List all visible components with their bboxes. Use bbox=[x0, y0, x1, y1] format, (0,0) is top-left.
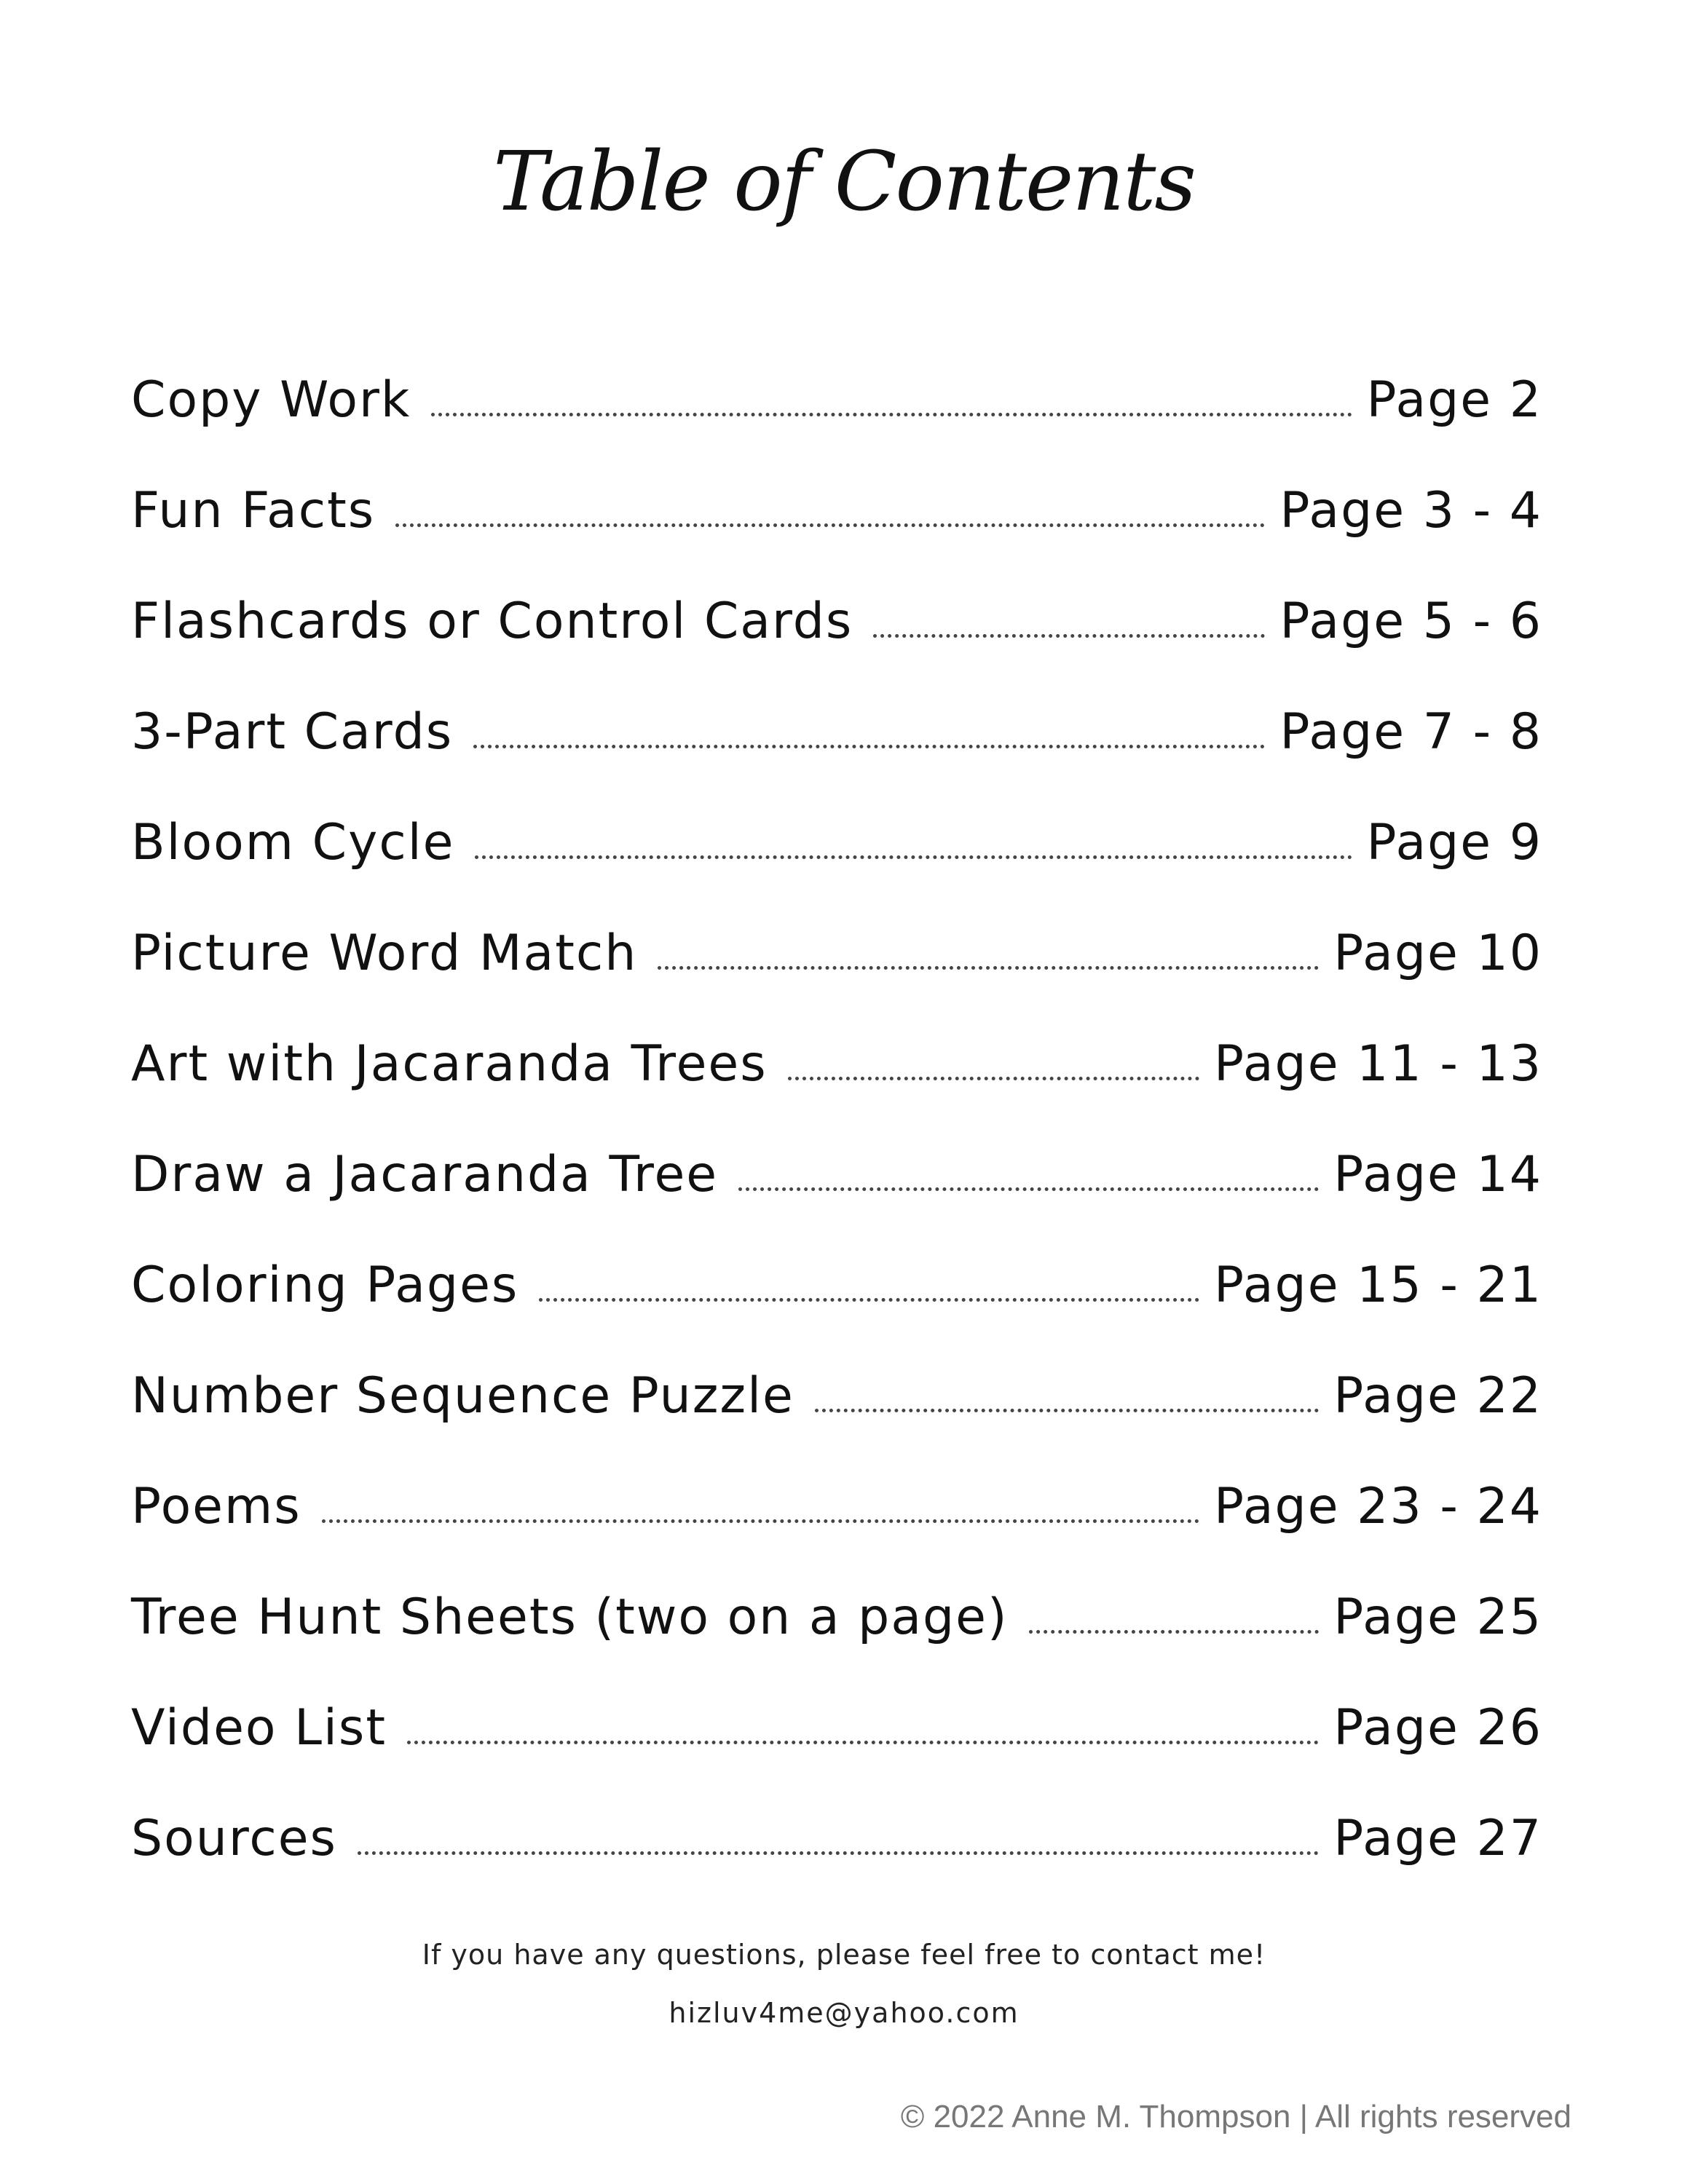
toc-entry-label: Coloring Pages bbox=[131, 1257, 519, 1314]
dot-leader bbox=[431, 413, 1352, 416]
toc-entry-page: Page 25 bbox=[1333, 1588, 1542, 1646]
toc-entry-page: Page 9 bbox=[1366, 814, 1542, 871]
toc-entry-picture-word-match bbox=[131, 917, 1542, 1028]
toc-entry-flashcards bbox=[131, 585, 1542, 696]
dot-leader bbox=[407, 1741, 1319, 1744]
dot-leader bbox=[395, 523, 1265, 527]
toc-entry-fun-facts bbox=[131, 475, 1542, 585]
toc-entry-page: Page 7 - 8 bbox=[1279, 703, 1542, 761]
toc-entry-page: Page 11 - 13 bbox=[1213, 1035, 1542, 1093]
toc-entry-video-list bbox=[131, 1692, 1542, 1803]
toc-entry-page: Page 27 bbox=[1333, 1810, 1542, 1867]
toc-entry-poems bbox=[131, 1471, 1542, 1581]
contact-note: If you have any questions, please feel free to contact me! bbox=[422, 1939, 1266, 1971]
toc-entry-label: Poems bbox=[131, 1478, 301, 1535]
toc-entry-page: Page 22 bbox=[1333, 1367, 1542, 1425]
toc-entry-page: Page 14 bbox=[1333, 1146, 1542, 1203]
dot-leader bbox=[658, 966, 1319, 970]
toc-entry-label: Copy Work bbox=[131, 371, 411, 429]
toc-entry-label: Picture Word Match bbox=[131, 925, 638, 982]
toc-entry-page: Page 5 - 6 bbox=[1279, 593, 1542, 650]
toc-entry-art-with-jacaranda-trees bbox=[131, 1028, 1542, 1139]
dot-leader bbox=[1029, 1630, 1320, 1634]
dot-leader bbox=[738, 1187, 1319, 1191]
toc-entry-page: Page 10 bbox=[1333, 925, 1542, 982]
toc-entry-page: Page 15 - 21 bbox=[1213, 1257, 1542, 1314]
dot-leader bbox=[539, 1298, 1199, 1302]
toc-entry-draw-a-jacaranda-tree bbox=[131, 1139, 1542, 1249]
toc-entry-label: Flashcards or Control Cards bbox=[131, 593, 853, 650]
dot-leader bbox=[322, 1519, 1199, 1523]
toc-entry-number-sequence-puzzle bbox=[131, 1360, 1542, 1471]
toc-entry-copy-work bbox=[131, 364, 1542, 475]
dot-leader bbox=[475, 855, 1352, 859]
dot-leader bbox=[815, 1409, 1319, 1412]
toc-entry-label: Sources bbox=[131, 1810, 337, 1867]
dot-leader bbox=[358, 1851, 1319, 1855]
toc-entry-label: Video List bbox=[131, 1699, 387, 1757]
toc-entry-page: Page 26 bbox=[1333, 1699, 1542, 1757]
page-title: Table of Contents bbox=[493, 135, 1195, 229]
toc-entry-tree-hunt-sheets bbox=[131, 1581, 1542, 1692]
dot-leader bbox=[788, 1077, 1199, 1080]
contact-email: hizluv4me@yahoo.com bbox=[669, 1997, 1019, 2029]
toc-entry-label: Art with Jacaranda Trees bbox=[131, 1035, 768, 1093]
dot-leader bbox=[473, 745, 1265, 748]
table-of-contents bbox=[131, 364, 1542, 1913]
toc-entry-page: Page 23 - 24 bbox=[1213, 1478, 1542, 1535]
toc-entry-3-part-cards bbox=[131, 696, 1542, 807]
toc-entry-label: Number Sequence Puzzle bbox=[131, 1367, 794, 1425]
toc-entry-page: Page 2 bbox=[1366, 371, 1542, 429]
toc-entry-sources bbox=[131, 1803, 1542, 1913]
toc-entry-label: Fun Facts bbox=[131, 482, 376, 539]
toc-entry-label: Tree Hunt Sheets (two on a page) bbox=[131, 1588, 1009, 1646]
toc-entry-coloring-pages bbox=[131, 1249, 1542, 1360]
toc-entry-label: Bloom Cycle bbox=[131, 814, 455, 871]
toc-entry-label: 3-Part Cards bbox=[131, 703, 454, 761]
toc-entry-page: Page 3 - 4 bbox=[1279, 482, 1542, 539]
toc-entry-label: Draw a Jacaranda Tree bbox=[131, 1146, 719, 1203]
copyright-notice: © 2022 Anne M. Thompson | All rights reserved bbox=[900, 2099, 1571, 2134]
toc-entry-bloom-cycle bbox=[131, 807, 1542, 917]
dot-leader bbox=[873, 634, 1265, 638]
